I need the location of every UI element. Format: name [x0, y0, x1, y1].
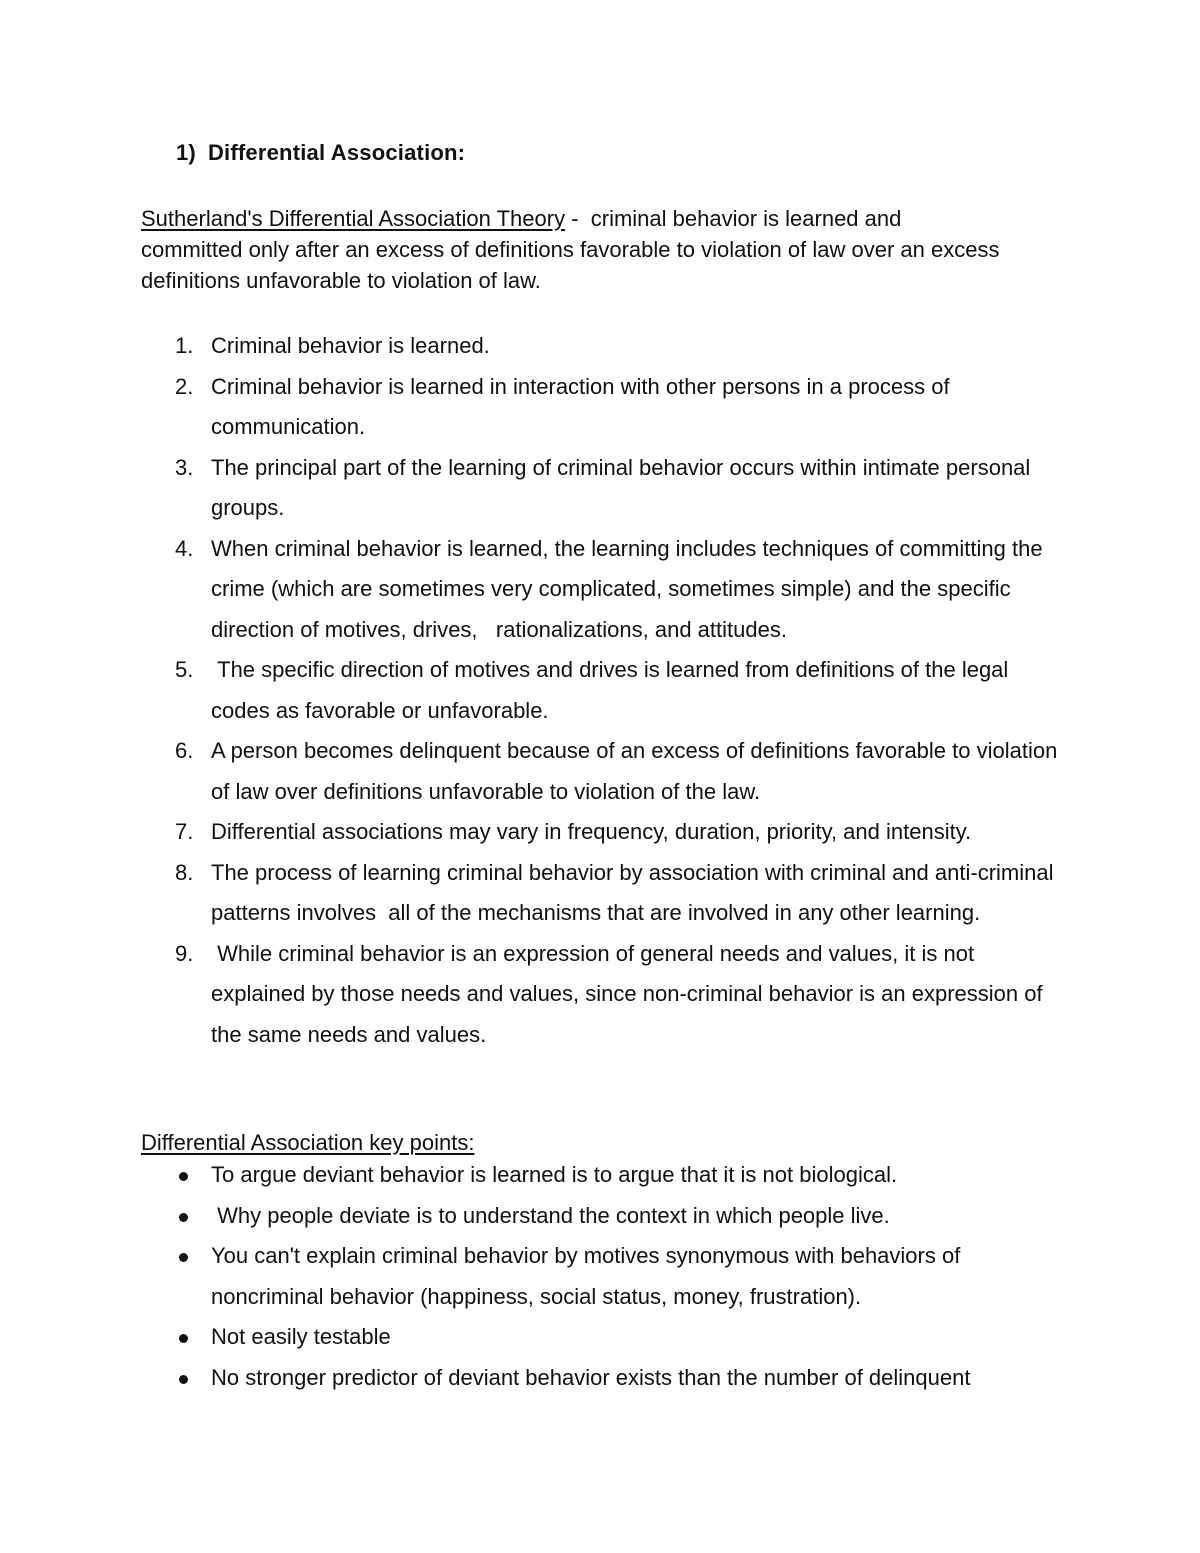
list-item — [141, 448, 1061, 529]
bullet-icon — [179, 1213, 188, 1222]
list-marker: 9. — [175, 940, 194, 966]
list-marker: 7. — [175, 819, 194, 844]
section-heading — [176, 140, 465, 166]
list-item-text: No stronger predictor of deviant behavior exists than the number of delinquent — [211, 1364, 971, 1390]
section-title: Differential Association: — [207, 140, 466, 165]
theory-text: criminal behavior is learned and committed only after an excess of definitions favorable to violation of law over an excess definitions unfavorable to violation of law. — [141, 206, 1000, 293]
list-marker: 4. — [175, 535, 194, 561]
list-item — [141, 1358, 1061, 1399]
list-item-text: Differential associations may vary in frequency, duration, priority, and intensity. — [211, 819, 972, 844]
list-item — [141, 812, 1061, 853]
list-marker: 3. — [175, 454, 194, 480]
list-item-text: A person becomes delinquent because of an excess of definitions favorable to violation of law over definitions unfavorable to violation of the law. — [211, 738, 1058, 804]
list-item — [141, 1317, 1061, 1358]
list-marker: 1. — [175, 333, 194, 358]
key-points-heading: Differential Association key points: — [141, 1130, 475, 1155]
list-item — [141, 853, 1061, 934]
list-item-text: The process of learning criminal behavior by association with criminal and anti-criminal patterns involves all of the mechanisms that are involved in any other learning. — [211, 859, 1060, 925]
list-item-text: While criminal behavior is an expression of general needs and values, it is not explained by those needs and values, since non-criminal behavior is an expression of the same needs and values. — [211, 940, 1049, 1047]
theory-separator: - — [565, 206, 585, 231]
list-item-text: The specific direction of motives and drives is learned from definitions of the legal codes as favorable or unfavorable. — [211, 657, 1015, 723]
list-marker: 2. — [175, 373, 194, 399]
key-points-list — [141, 1155, 1061, 1398]
list-item — [141, 1155, 1061, 1196]
list-marker: 8. — [175, 859, 194, 885]
list-item — [141, 650, 1061, 731]
list-item-text: To argue deviant behavior is learned is to argue that it is not biological. — [211, 1162, 898, 1187]
theory-term: Sutherland's Differential Association Theory — [141, 206, 566, 231]
list-item-text: Why people deviate is to understand the context in which people live. — [211, 1202, 890, 1228]
list-item-text: The principal part of the learning of criminal behavior occurs within intimate personal groups. — [211, 454, 1031, 520]
list-item — [141, 1196, 1061, 1237]
bullet-icon — [179, 1375, 188, 1384]
list-item-text: When criminal behavior is learned, the learning includes techniques of committing the crime (which are sometimes very complicated, sometimes simple) and the specific direction of motives, drives, rationalizations, and attitudes. — [211, 535, 1049, 642]
list-marker: 5. — [175, 657, 194, 682]
principles-list — [141, 326, 1061, 1055]
theory-definition — [141, 203, 1001, 296]
bullet-icon — [179, 1334, 188, 1343]
list-item — [141, 367, 1061, 448]
bullet-icon — [179, 1172, 188, 1181]
list-item — [141, 1236, 1061, 1317]
list-item — [141, 934, 1061, 1056]
list-item — [141, 326, 1061, 367]
bullet-icon — [179, 1253, 188, 1262]
list-item-text: Criminal behavior is learned in interaction with other persons in a process of communication. — [211, 373, 950, 439]
list-item — [141, 529, 1061, 651]
list-item-text: Not easily testable — [211, 1324, 391, 1349]
list-item — [141, 731, 1061, 812]
section-number: 1) — [176, 140, 196, 165]
list-item-text: You can't explain criminal behavior by motives synonymous with behaviors of noncriminal behavior (happiness, social status, money, frustration). — [211, 1243, 961, 1309]
list-item-text: Criminal behavior is learned. — [211, 333, 490, 358]
list-marker: 6. — [175, 738, 194, 763]
